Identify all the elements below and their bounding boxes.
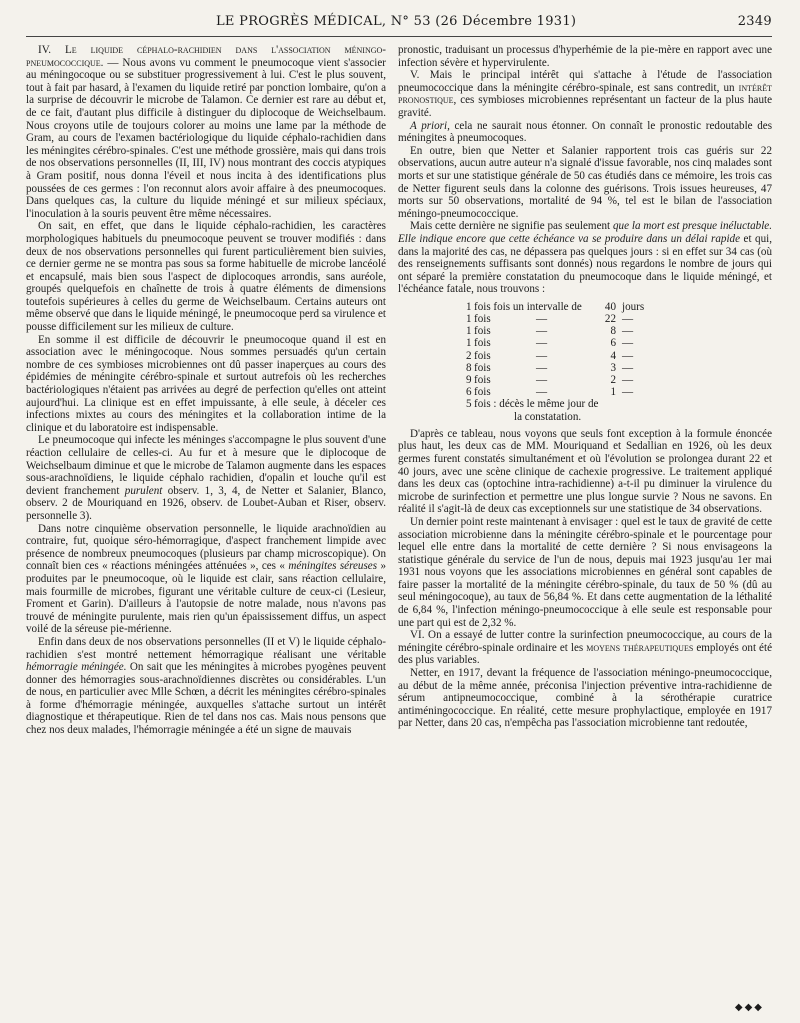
- interval-count: 1: [466, 313, 472, 326]
- interval-count: 5: [466, 398, 472, 411]
- ditto-mark: —: [622, 386, 634, 399]
- paragraph: pronostic, traduisant un processus d'hyperhémie de la pie-mère en rapport avec une infection sévère et hypervirulente.: [398, 44, 772, 69]
- interval-heading-unit: jours: [622, 300, 645, 313]
- ditto-mark: —: [536, 325, 548, 338]
- section-heading: Le liquide céphalo-rachidien dans l'association méningo-pneumococcique.: [26, 44, 386, 69]
- ornament: ◆◆◆: [734, 1002, 764, 1013]
- interval-row: [466, 337, 772, 349]
- interval-days: 22: [604, 313, 616, 326]
- paragraph-text: Dans notre cinquième observation personnelle, le liquide arachnoïdien au contraire, fut, quoique séro-hémorragique, d'aspect franchement limpide avec présence de nombreux pneumocoques (plusieurs par champ microscopique). On connaît bien ces « réactions méningées atténuées », ces «: [26, 522, 386, 573]
- interval-unit: fois: [474, 325, 491, 338]
- interval-days: 40: [604, 300, 616, 313]
- interval-count: 2: [466, 349, 472, 362]
- interval-count: 1: [466, 337, 472, 350]
- running-header: [26, 14, 772, 36]
- paragraph-text: Enfin dans deux de nos observations personnelles (II et V) le liquide céphalo-rachidien s'est montré nettement hémorragique réalisant une véritable: [26, 635, 386, 661]
- interval-unit: fois: [474, 386, 491, 399]
- ditto-mark: —: [622, 325, 634, 338]
- interval-days: 2: [610, 374, 616, 386]
- paragraph-text: Mais cette dernière ne signifie pas seulement: [410, 220, 611, 233]
- ditto-mark: —: [536, 313, 548, 326]
- interval-unit: fois: [474, 337, 491, 350]
- ditto-mark: —: [536, 386, 548, 399]
- emphasis-text: méningites séreuses: [288, 560, 378, 573]
- paragraph-text: cela ne saurait nous étonner. On connaît le pronostic redoutable des méningites à pneumocoques.: [398, 119, 772, 145]
- emphasis-text: intérêt pronostique,: [398, 81, 772, 107]
- ditto-mark: —: [536, 349, 548, 362]
- ditto-mark: —: [536, 337, 548, 350]
- interval-table: [466, 301, 772, 423]
- paragraph: Netter, en 1917, devant la fréquence de l'association méningo-pneumococcique, au début de la même année, préconisa l'injection préventive intra-rachidienne de sérum antipneumococcique, combiné à la sérothérapie curatrice antiméningococcique. En réalité, cette mesure prophylactique, employée en 1917 par Netter, dans 20 cas, n'empêcha pas l'association microbienne tant redoutée,: [398, 667, 772, 730]
- interval-row: [466, 374, 772, 386]
- header-rule: [26, 36, 772, 37]
- emphasis-text: que la mort est presque inéluctable. Elle indique encore que cette échéance va se produire dans un délai rapide: [398, 220, 772, 245]
- paragraph: [26, 636, 386, 737]
- interval-days: 8: [610, 325, 616, 338]
- ditto-mark: —: [536, 361, 548, 374]
- interval-row: [466, 325, 772, 337]
- section-number: IV.: [38, 44, 52, 56]
- interval-row: [466, 350, 772, 362]
- ditto-mark: —: [622, 361, 634, 374]
- emphasis-text: moyens thérapeutiques: [586, 641, 694, 654]
- interval-days: 4: [610, 349, 616, 362]
- emphasis-text: A priori,: [410, 119, 450, 132]
- ditto-mark: —: [622, 337, 634, 350]
- paragraph-text: V. Mais le principal intérêt qui s'attache à l'étude de l'association pneumococcique dans la méningite cérébro-spinale, est sans contredit, un: [398, 69, 772, 94]
- interval-count: 6: [466, 386, 472, 399]
- emphasis-text: purulent: [124, 484, 163, 497]
- interval-unit: fois: [474, 313, 491, 326]
- paragraph-section-vi: [398, 629, 772, 667]
- interval-count: 9: [466, 374, 472, 386]
- interval-days: 3: [610, 361, 616, 374]
- interval-days: 1: [610, 386, 616, 399]
- paragraph: En somme il est difficile de découvrir le pneumocoque quand il est en association avec le méningocoque. Nous sommes persuadés qu'un certain nombre de ces symbioses microbiennes ont dû passer inaperçues au cours des épidémies de méningite cérébro-spinale et surtout autrefois où les recherches bactériologiques n'étaient pas arrivées au degré de perfection qu'elles ont atteint aujourd'hui. La clinique est en effet impuissante, à elle seule, à déceler ces infections mixtes au cours des méningites et la collaboration intime de la clinique et du laboratoire est indispensable.: [26, 333, 386, 434]
- ditto-mark: —: [536, 374, 548, 386]
- ditto-mark: —: [622, 374, 634, 386]
- paragraph-text: Le pneumocoque qui infecte les méninges s'accompagne le plus souvent d'une réaction cellulaire de celles-ci. Au fur et à mesure que le diplocoque de Weichselbaum diminue et que le microbe de Talamon augmente dans les espaces sous-arachnoïdiens, le liquide céphalo rachidien, d'opalin et louche qu'il est devient franchement: [26, 434, 386, 497]
- paragraph: En outre, bien que Netter et Salanier rapportent trois cas guéris sur 22 observations, aucun autre auteur n'a signalé d'issue favorable, nos cinq malades sont morts et sur une statistique générale de 50 cas étudiés dans ce mémoire, les trois cas de Netter figurent seuls dans la colonne des guérisons. Trois issues heureuses, 47 morts sur 50 observations, mortalité de 94 %, tel est le bilan de l'association méningo-pneumococcique.: [398, 144, 772, 220]
- paragraph: [26, 523, 386, 636]
- interval-unit: fois: [474, 300, 491, 313]
- interval-heading-text: fois un intervalle de: [493, 300, 582, 313]
- paragraph: D'après ce tableau, nous voyons que seuls font exception à la formule énoncée plus haut, les deux cas de MM. Mouriquand et Sedallian en 1926, où les deux germes furent constatés simultanément et où l'évolution se prolongea durant 22 et 40 jours, avec une scène clinique de cachexie progressive. Le traitement appliqué dans les deux cas (optochine intra-rachidienne) a-t-il pu diminuer la virulence du microbe de surinfection et permettre une plus longue survie ? Nous ne savons. En réalité il s'agit-là de deux cas exceptionnels sur une statistique de 34 observations.: [398, 427, 772, 516]
- interval-row: [466, 301, 772, 313]
- journal-title: LE PROGRÈS MÉDICAL, N° 53 (26 Décembre 1931): [216, 14, 577, 29]
- interval-last-text: fois : décès le même jour de: [474, 398, 599, 411]
- emphasis-text: hémorragie méningée.: [26, 661, 127, 674]
- interval-row: [466, 386, 772, 398]
- paragraph-section-iv: [26, 44, 386, 220]
- paragraph-text: VI. On a essayé de lutter contre la surinfection pneumococcique, au cours de la méningite cérébro-spinale ordinaire et les: [398, 629, 772, 654]
- interval-count: 8: [466, 361, 472, 374]
- interval-row: [466, 398, 772, 410]
- interval-row: [466, 362, 772, 374]
- interval-count: 1: [466, 300, 472, 313]
- paragraph-text: — Nous avons vu comment le pneumocoque vient s'associer au méningocoque ou se substituer progressivement à lui. C'est le plus souvent, tout à fait par hasard, à l'examen du liquide retiré par ponction lombaire, qu'on a la surprise de découvrir le microbe de Talamon. Ce dernier est rare au début et, de ce fait, d'autant plus difficile à distinguer du diplocoque de Weichselbaum. Nous croyons utile de toujours colorer au moins une lame par la méthode de Gram, au cours de l'examen bactériologique du liquide céphalo-rachidien dans les méningites cérébro-spinales. C'est une méthode grossière, mais qui dans trois de nos observations personnelles (II, III, IV) nous montrant des coccis atypiques à Gram positif, nous donna l'éveil et nous incita à des identifications plus poussées de ces germes : l'on reconnut alors avoir affaire à des pneumocoques. Dans quelques cas, la culture du liquide méningé et sur milieux spéciaux, l'inoculation à la souris peuvent être même nécessaires.: [26, 56, 386, 220]
- interval-row: [466, 313, 772, 325]
- paragraph: On sait, en effet, que dans le liquide céphalo-rachidien, les caractères morphologiques habituels du pneumocoque peuvent se trouver modifiés : dans deux de nos observations personnelles qui furent particulièrement bien suivies, ce dernier germe ne se montra pas sous sa forme habituelle de microbe lancéolé et encapsulé, mais bien sous l'aspect de diplocoques arrondis, sans auréole, groupés quelquefois en chaînette de trois à quatre éléments de dimensions toutefois supérieures à celles du germe de Weichselbaum. Certains auteurs ont même observé que dans le liquide méningé, le pneumocoque perd sa virulence et pousse difficilement sur les milieux de culture.: [26, 220, 386, 334]
- interval-unit: fois: [474, 361, 491, 374]
- paragraph-section-v: [398, 69, 772, 119]
- right-column: [398, 44, 772, 1014]
- interval-unit: fois: [474, 374, 491, 386]
- interval-days: 6: [610, 337, 616, 350]
- interval-count: 1: [466, 325, 472, 338]
- paragraph-text: On sait que les méningites à microbes pyogènes peuvent donner des hémorragies sous-arachnoïdiennes discrètes ou considérables. L'un de nous, en particulier avec Mlle Schœn, a décrit les méningites cérébro-spinales à forme d'hémorragie méningée, auxquelles s'attache surtout un intérêt diagnostique et thérapeutique. Rien de tel dans nos cas. Mais nous pensons que chez nos deux malades, l'hémorragie méningée a été un signe de mauvais: [26, 661, 386, 737]
- paragraph-text: » produites par le pneumocoque, où le liquide est clair, sans réaction cellulaire, mais fourmille de microbes, figurant une véritable culture de ceux-ci (Lesieur, Froment et Garin). D'ailleurs à l'autopsie de notre malade, nous n'avons pas trouvé de méningite purulente, mais rien qu'un épaississement diffus, un aspect voilé de la séreuse pie-mérienne.: [26, 560, 386, 636]
- paragraph: Un dernier point reste maintenant à envisager : quel est le taux de gravité de cette association microbienne dans la méningite cérébro-spinale et le pourcentage pour lequel elle entre dans la mortalité de cette dernière ? Si nous envisageons la statistique générale du service de l'un de nous, depuis mai 1923 jusqu'au 1er mai 1931 nous voyons que les associations microbiennes en général sont capables de faire passer la mortalité de la méningite cérébro-spinale, du taux de 50 % (dû au seul méningocoque), au taux de 56,84 %. Et dans cette augmentation de la léthalité de 6,84 %, l'infection méningo-pneumococcique à elle seule est responsable pour une part qui est de 2,32 %.: [398, 515, 772, 629]
- interval-row: [466, 411, 772, 423]
- paragraph-text: employés ont été des plus variables.: [398, 641, 772, 667]
- page-number: 2349: [737, 14, 772, 29]
- ditto-mark: —: [622, 313, 634, 326]
- paragraph-text: et qui, dans la majorité des cas, ne dépassera pas quelques jours : si en effet sur 34 cas (où des renseignements suffisants sont donnés) nous regardons le nombre de jours qui ont séparé la première constatation du pneumocoque dans le liquide méningé, et l'échéance fatale, nous trouvons :: [398, 232, 772, 296]
- paragraph-text: ces symbioses microbiennes représentant un facteur de la plus haute gravité.: [398, 94, 772, 119]
- paragraph: [398, 120, 772, 145]
- paragraph: [398, 220, 772, 296]
- interval-unit: fois: [474, 349, 491, 362]
- left-column: [26, 44, 386, 1014]
- ditto-mark: —: [622, 349, 634, 362]
- paragraph-text: observ. 1, 3, 4, de Netter et Salanier, Blanco, observ. 2 de Mouriquand en 1926, observ. de Loubet-Auban et Riser, observ. personnelle 3).: [26, 484, 386, 522]
- interval-heading: [474, 301, 582, 313]
- paragraph: [26, 434, 386, 522]
- interval-last-text: la constatation.: [514, 410, 582, 423]
